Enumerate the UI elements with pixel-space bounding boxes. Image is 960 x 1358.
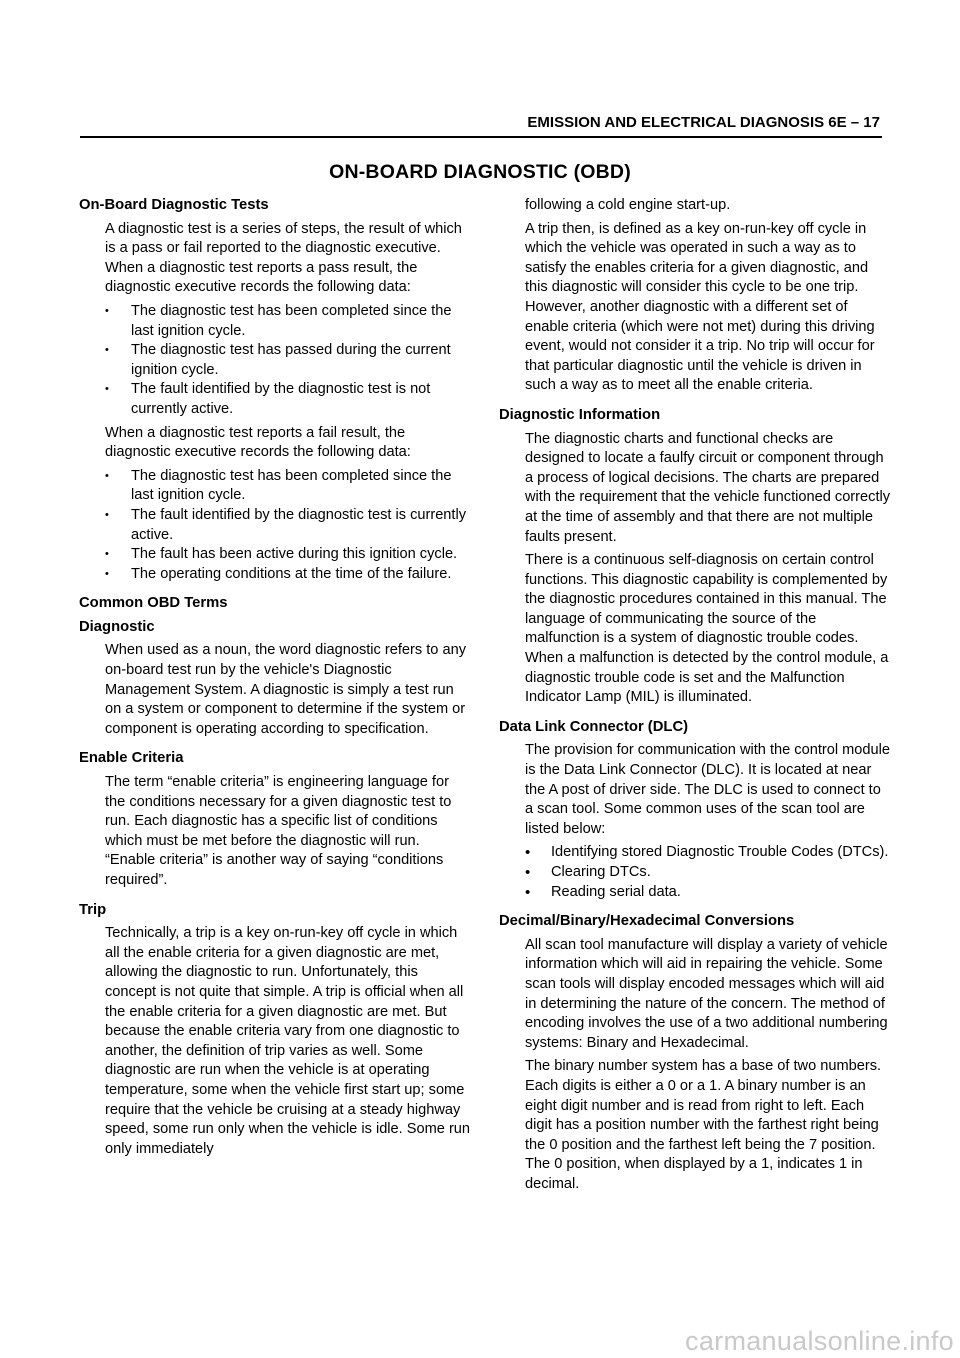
paragraph-diagnostic: When used as a noun, the word diagnostic refers to any on-board test run by the vehicle's Diagnostic Management System. A diagnostic is simply a test run on a system or component to determine if the system or component is operating according to specification.	[105, 642, 467, 737]
left-column	[79, 196, 471, 1163]
watermark-text: carmanualsonline.info	[685, 1326, 954, 1356]
heading-trip: Trip	[79, 901, 107, 918]
list-item: • Clearing DTCs.	[525, 863, 891, 883]
paragraph-encoding: All scan tool manufacture will display a variety of vehicle information which will aid in repairing the vehicle. Some scan tools will display encoded messages which will aid in determining the nature of the concern. The method of encoding involves the use of a two additional numbering systems: Binary and Hexadecimal.	[525, 936, 888, 1051]
heading-enable-criteria: Enable Criteria	[79, 750, 184, 767]
list-item: • Identifying stored Diagnostic Trouble Codes (DTCs).	[525, 843, 891, 863]
list-item: • The diagnostic test has passed during the current ignition cycle.	[105, 341, 471, 380]
page-title: ON-BOARD DIAGNOSTIC (OBD)	[329, 161, 631, 183]
scan-tool-uses-list	[499, 843, 891, 902]
heading-diagnostic-information: Diagnostic Information	[499, 406, 661, 423]
right-column	[499, 196, 891, 1199]
heading-common-terms: Common OBD Terms	[79, 595, 228, 612]
paragraph-self-diagnosis: There is a continuous self-diagnosis on certain control functions. This diagnostic capability is complemented by the diagnostic procedures contained in this manual. The language of communicating the source of the malfunction is a system of diagnostic trouble codes. When a malfunction is detected by the control module, a diagnostic trouble code is set and the Malfunction Indicator Lamp (MIL) is illuminated.	[525, 552, 889, 706]
pass-result-list	[79, 302, 471, 420]
paragraph-obd-tests-intro: A diagnostic test is a series of steps, the result of which is a pass or fail reported to the diagnostic executive. When a diagnostic test reports a pass result, the diagnostic executive records the following data:	[105, 220, 462, 296]
running-header: EMISSION AND ELECTRICAL DIAGNOSIS 6E – 17	[527, 114, 880, 131]
heading-data-link-connector: Data Link Connector (DLC)	[499, 718, 689, 735]
list-item: • Reading serial data.	[525, 883, 891, 903]
list-item: • The fault identified by the diagnostic test is currently active.	[105, 506, 471, 545]
list-item: • The diagnostic test has been completed since the last ignition cycle.	[105, 467, 471, 506]
paragraph-trip-continued: following a cold engine start-up.	[525, 197, 731, 213]
paragraph-binary: The binary number system has a base of two numbers. Each digits is either a 0 or a 1. A binary number is an eight digit number and is read from right to left. Each digit has a position number with the farthest right being the 0 position and the farthest left being the 7 position. The 0 position, when displayed by a 1, indicates 1 in decimal.	[525, 1058, 882, 1192]
list-item: • The diagnostic test has been completed since the last ignition cycle.	[105, 302, 471, 341]
paragraph-fail-result: When a diagnostic test reports a fail result, the diagnostic executive records the following data:	[105, 424, 411, 461]
list-item: • The fault has been active during this ignition cycle.	[105, 545, 471, 565]
heading-conversions: Decimal/Binary/Hexadecimal Conversions	[499, 913, 795, 930]
header-rule	[80, 136, 882, 138]
paragraph-enable-criteria: The term “enable criteria” is engineering language for the conditions necessary for a given diagnostic test to run. Each diagnostic has a specific list of conditions which must be met before the diagnostic will run. “Enable criteria” is another way of saying “conditions required”.	[105, 774, 452, 888]
fail-result-list	[79, 467, 471, 585]
heading-diagnostic: Diagnostic	[79, 618, 155, 635]
paragraph-trip-definition: A trip then, is defined as a key on-run-key off cycle in which the vehicle was operated in such a way as to satisfy the enables criteria for a given diagnostic, and this diagnostic will consider this cycle to be one trip. However, another diagnostic with a different set of enable criteria (which were not met) during this driving event, would not consider it a trip. No trip will occur for that particular diagnostic until the vehicle is driven in such a way as to meet all the enable criteria.	[525, 220, 875, 394]
paragraph-trip: Technically, a trip is a key on-run-key off cycle in which all the enable criteria for a given diagnostic are met, allowing the diagnostic to run. Unfortunately, this concept is not quite that simple. A trip is official when all the enable criteria for a given diagnostic are met. But because the enable criteria vary from one diagnostic to another, the definition of trip varies as well. Some diagnostic are run when the vehicle is at operating temperature, some when the vehicle first start up; some require that the vehicle be cruising at a steady highway speed, some run only when the vehicle is idle. Some run only immediately	[105, 925, 471, 1157]
heading-obd-tests: On-Board Diagnostic Tests	[79, 197, 269, 213]
paragraph-dlc: The provision for communication with the control module is the Data Link Connector (DLC). It is located at near the A post of driver side. The DLC is used to connect to a scan tool. Some common uses of the scan tool are listed below:	[525, 742, 891, 837]
paragraph-diagnostic-charts: The diagnostic charts and functional checks are designed to locate a faulfy circuit or component through a process of logical decisions. The charts are prepared with the requirement that the vehicle functioned correctly at the time of assembly and that there are not multiple faults present.	[525, 430, 891, 545]
list-item: • The fault identified by the diagnostic test is not currently active.	[105, 380, 471, 419]
list-item: • The operating conditions at the time of the failure.	[105, 565, 471, 585]
